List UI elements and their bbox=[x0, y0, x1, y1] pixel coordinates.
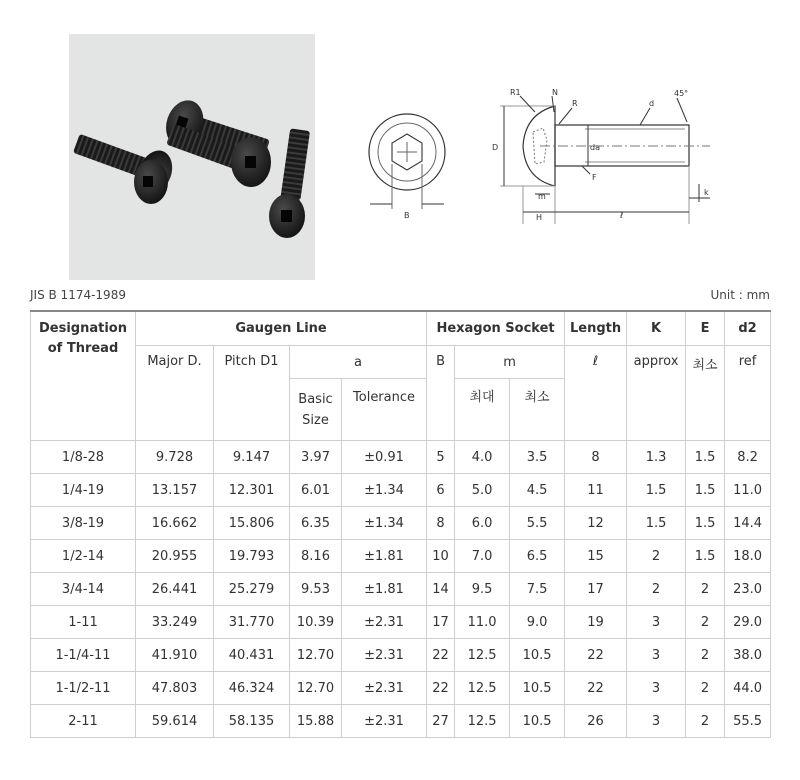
cell-m-min: 10.5 bbox=[510, 672, 565, 705]
header-e-min: 최소 bbox=[686, 346, 725, 441]
label-b: B bbox=[404, 211, 410, 220]
cell-k: 2 bbox=[627, 540, 686, 573]
cell-designation: 1/8-28 bbox=[31, 441, 136, 474]
label-r1: R1 bbox=[510, 88, 521, 97]
cell-e: 2 bbox=[686, 639, 725, 672]
cell-length: 12 bbox=[565, 507, 627, 540]
cell-major-d: 47.803 bbox=[136, 672, 214, 705]
cell-pitch-d1: 31.770 bbox=[214, 606, 290, 639]
cell-tolerance: ±2.31 bbox=[342, 705, 427, 738]
cell-m-min: 7.5 bbox=[510, 573, 565, 606]
cell-pitch-d1: 58.135 bbox=[214, 705, 290, 738]
cell-length: 11 bbox=[565, 474, 627, 507]
cell-designation: 1-1/2-11 bbox=[31, 672, 136, 705]
table-row bbox=[31, 606, 771, 639]
cell-e: 2 bbox=[686, 606, 725, 639]
cell-k: 1.5 bbox=[627, 507, 686, 540]
label-h: H bbox=[536, 213, 543, 222]
cell-e: 2 bbox=[686, 705, 725, 738]
cell-designation: 1-11 bbox=[31, 606, 136, 639]
cell-pitch-d1: 15.806 bbox=[214, 507, 290, 540]
cell-m-min: 6.5 bbox=[510, 540, 565, 573]
label-da: da bbox=[590, 143, 600, 152]
cell-d2: 29.0 bbox=[725, 606, 771, 639]
cell-tolerance: ±1.34 bbox=[342, 507, 427, 540]
cell-m-min: 5.5 bbox=[510, 507, 565, 540]
cell-e: 1.5 bbox=[686, 540, 725, 573]
header-basic-size: Basic Size bbox=[290, 379, 342, 441]
cell-tolerance: ±1.34 bbox=[342, 474, 427, 507]
table-row bbox=[31, 573, 771, 606]
label-major-d: D bbox=[492, 143, 499, 152]
cell-m-max: 11.0 bbox=[455, 606, 510, 639]
table-row bbox=[31, 474, 771, 507]
cell-basic-size: 8.16 bbox=[290, 540, 342, 573]
table-row bbox=[31, 672, 771, 705]
cell-length: 22 bbox=[565, 639, 627, 672]
cell-m-min: 10.5 bbox=[510, 705, 565, 738]
label-n: N bbox=[552, 88, 558, 97]
header-m-min: 최소 bbox=[510, 379, 565, 441]
cell-length: 26 bbox=[565, 705, 627, 738]
header-m-max: 최대 bbox=[455, 379, 510, 441]
cell-tolerance: ±2.31 bbox=[342, 606, 427, 639]
cell-b: 22 bbox=[427, 639, 455, 672]
cell-pitch-d1: 19.793 bbox=[214, 540, 290, 573]
label-m: m bbox=[538, 192, 546, 201]
table-row bbox=[31, 540, 771, 573]
cell-k: 3 bbox=[627, 672, 686, 705]
cell-e: 1.5 bbox=[686, 507, 725, 540]
spec-table-body bbox=[31, 441, 771, 738]
cell-pitch-d1: 40.431 bbox=[214, 639, 290, 672]
unit-label: Unit : mm bbox=[710, 288, 770, 302]
cell-k: 3 bbox=[627, 639, 686, 672]
cell-pitch-d1: 9.147 bbox=[214, 441, 290, 474]
cell-major-d: 59.614 bbox=[136, 705, 214, 738]
cell-length: 22 bbox=[565, 672, 627, 705]
cell-b: 27 bbox=[427, 705, 455, 738]
bolt-dimension-diagram bbox=[340, 84, 720, 234]
cell-m-max: 6.0 bbox=[455, 507, 510, 540]
cell-major-d: 26.441 bbox=[136, 573, 214, 606]
cell-e: 1.5 bbox=[686, 474, 725, 507]
cell-major-d: 41.910 bbox=[136, 639, 214, 672]
cell-designation: 1-1/4-11 bbox=[31, 639, 136, 672]
cell-basic-size: 10.39 bbox=[290, 606, 342, 639]
cell-m-min: 3.5 bbox=[510, 441, 565, 474]
cell-b: 22 bbox=[427, 672, 455, 705]
table-row bbox=[31, 507, 771, 540]
header-gaugen-line: Gaugen Line bbox=[136, 311, 427, 346]
cell-designation: 1/4-19 bbox=[31, 474, 136, 507]
cell-b: 5 bbox=[427, 441, 455, 474]
cell-d2: 11.0 bbox=[725, 474, 771, 507]
header-k: K bbox=[627, 311, 686, 346]
cell-basic-size: 6.01 bbox=[290, 474, 342, 507]
header-designation: Designation of Thread bbox=[31, 311, 136, 441]
cell-designation: 1/2-14 bbox=[31, 540, 136, 573]
cell-basic-size: 9.53 bbox=[290, 573, 342, 606]
cell-d2: 44.0 bbox=[725, 672, 771, 705]
cell-basic-size: 15.88 bbox=[290, 705, 342, 738]
cell-length: 17 bbox=[565, 573, 627, 606]
cell-k: 1.3 bbox=[627, 441, 686, 474]
header-row-2 bbox=[31, 346, 771, 379]
cell-length: 8 bbox=[565, 441, 627, 474]
cell-b: 8 bbox=[427, 507, 455, 540]
cell-length: 19 bbox=[565, 606, 627, 639]
cell-b: 17 bbox=[427, 606, 455, 639]
cell-m-max: 4.0 bbox=[455, 441, 510, 474]
standard-label: JIS B 1174-1989 bbox=[30, 288, 126, 302]
cell-e: 1.5 bbox=[686, 441, 725, 474]
cell-basic-size: 12.70 bbox=[290, 639, 342, 672]
cell-m-min: 10.5 bbox=[510, 639, 565, 672]
table-row bbox=[31, 705, 771, 738]
header-d2: d2 bbox=[725, 311, 771, 346]
cell-pitch-d1: 25.279 bbox=[214, 573, 290, 606]
header-m: m bbox=[455, 346, 565, 379]
cell-k: 3 bbox=[627, 606, 686, 639]
cell-d2: 23.0 bbox=[725, 573, 771, 606]
label-r: R bbox=[572, 99, 578, 108]
cell-m-max: 12.5 bbox=[455, 705, 510, 738]
header-major: Major D. bbox=[136, 346, 214, 441]
cell-m-max: 7.0 bbox=[455, 540, 510, 573]
cell-d2: 18.0 bbox=[725, 540, 771, 573]
header-approx: approx bbox=[627, 346, 686, 441]
cell-b: 10 bbox=[427, 540, 455, 573]
cell-basic-size: 6.35 bbox=[290, 507, 342, 540]
button-head-bolts-image bbox=[69, 34, 315, 280]
technical-drawing bbox=[340, 84, 720, 234]
cell-basic-size: 12.70 bbox=[290, 672, 342, 705]
table-row bbox=[31, 441, 771, 474]
spec-table bbox=[30, 310, 771, 738]
cell-basic-size: 3.97 bbox=[290, 441, 342, 474]
cell-tolerance: ±2.31 bbox=[342, 672, 427, 705]
cell-k: 2 bbox=[627, 573, 686, 606]
header-row-1 bbox=[31, 311, 771, 346]
cell-b: 6 bbox=[427, 474, 455, 507]
product-photo bbox=[69, 34, 315, 280]
cell-designation: 3/4-14 bbox=[31, 573, 136, 606]
header-a: a bbox=[290, 346, 427, 379]
cell-m-min: 9.0 bbox=[510, 606, 565, 639]
header-ref: ref bbox=[725, 346, 771, 441]
header-pitch: Pitch D1 bbox=[214, 346, 290, 441]
header-e: E bbox=[686, 311, 725, 346]
cell-m-max: 9.5 bbox=[455, 573, 510, 606]
cell-d2: 55.5 bbox=[725, 705, 771, 738]
header-b: B bbox=[427, 346, 455, 441]
table-row bbox=[31, 639, 771, 672]
label-k: k bbox=[704, 188, 709, 197]
cell-d2: 8.2 bbox=[725, 441, 771, 474]
cell-pitch-d1: 46.324 bbox=[214, 672, 290, 705]
cell-major-d: 9.728 bbox=[136, 441, 214, 474]
header-hexagon-socket: Hexagon Socket bbox=[427, 311, 565, 346]
cell-major-d: 13.157 bbox=[136, 474, 214, 507]
cell-major-d: 20.955 bbox=[136, 540, 214, 573]
cell-designation: 3/8-19 bbox=[31, 507, 136, 540]
cell-e: 2 bbox=[686, 573, 725, 606]
cell-m-min: 4.5 bbox=[510, 474, 565, 507]
cell-b: 14 bbox=[427, 573, 455, 606]
cell-m-max: 12.5 bbox=[455, 672, 510, 705]
cell-tolerance: ±2.31 bbox=[342, 639, 427, 672]
cell-tolerance: ±1.81 bbox=[342, 540, 427, 573]
cell-m-max: 5.0 bbox=[455, 474, 510, 507]
label-angle: 45° bbox=[674, 89, 689, 98]
cell-pitch-d1: 12.301 bbox=[214, 474, 290, 507]
cell-e: 2 bbox=[686, 672, 725, 705]
cell-k: 3 bbox=[627, 705, 686, 738]
cell-tolerance: ±1.81 bbox=[342, 573, 427, 606]
cell-major-d: 33.249 bbox=[136, 606, 214, 639]
cell-major-d: 16.662 bbox=[136, 507, 214, 540]
header-length: Length bbox=[565, 311, 627, 346]
cell-designation: 2-11 bbox=[31, 705, 136, 738]
cell-k: 1.5 bbox=[627, 474, 686, 507]
label-length: ℓ bbox=[620, 211, 624, 220]
cell-m-max: 12.5 bbox=[455, 639, 510, 672]
cell-length: 15 bbox=[565, 540, 627, 573]
cell-d2: 14.4 bbox=[725, 507, 771, 540]
header-length-symbol: ℓ bbox=[565, 346, 627, 441]
label-d: d bbox=[649, 99, 655, 108]
cell-tolerance: ±0.91 bbox=[342, 441, 427, 474]
label-f: F bbox=[592, 173, 597, 182]
cell-d2: 38.0 bbox=[725, 639, 771, 672]
header-tolerance: Tolerance bbox=[342, 379, 427, 441]
